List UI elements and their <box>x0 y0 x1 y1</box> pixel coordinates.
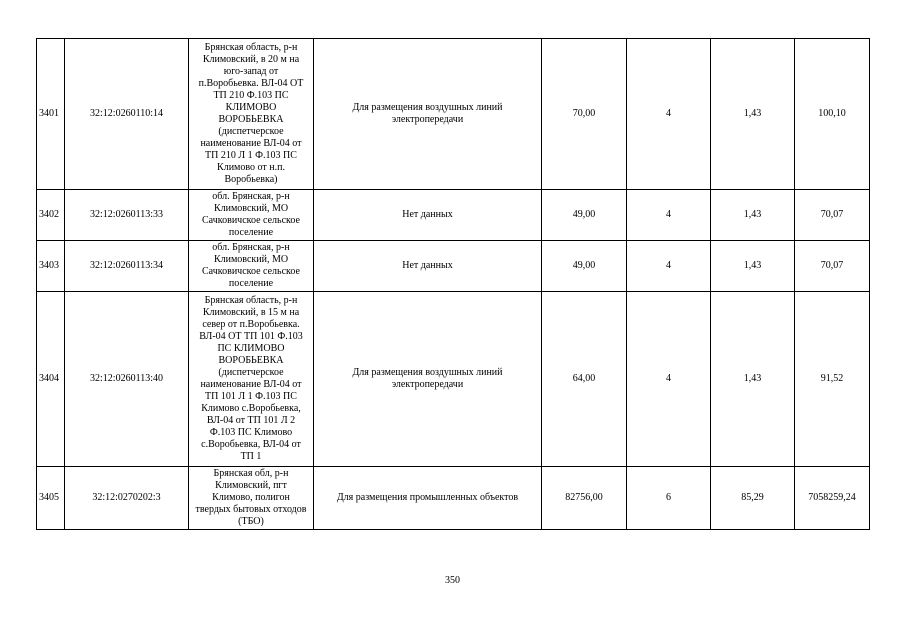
group: 4 <box>627 292 711 467</box>
cadastral-number: 32:12:0260110:14 <box>65 39 189 190</box>
row-number: 3401 <box>37 39 65 190</box>
cadastral-number: 32:12:0260113:34 <box>65 241 189 292</box>
value: 7058259,24 <box>795 467 870 530</box>
address: обл. Брянская, р-н Климовский, МО Сачковичское сельское поселение <box>189 241 314 292</box>
table-row <box>37 292 870 467</box>
table-row <box>37 39 870 190</box>
page-number: 350 <box>445 575 460 586</box>
address: Брянская область, р-н Климовский, в 15 м на север от п.Воробьевка. ВЛ-04 ОТ ТП 101 Ф.103 ПС КЛИМОВО ВОРОБЬЕВКА (диспетчерское наименование ВЛ-04 от ТП 101 Л 1 Ф.103 ПС Климово с.Воробьевка, ВЛ-04 от ТП 101 Л 2 Ф.103 ПС Климово с.Воробьевка, ВЛ-04 от ТП 1 <box>189 292 314 467</box>
area: 64,00 <box>542 292 627 467</box>
table-row <box>37 241 870 292</box>
cadastral-number: 32:12:0270202:3 <box>65 467 189 530</box>
table-row <box>37 467 870 530</box>
row-number: 3403 <box>37 241 65 292</box>
value: 70,07 <box>795 241 870 292</box>
group: 6 <box>627 467 711 530</box>
rate: 1,43 <box>711 190 795 241</box>
group: 4 <box>627 241 711 292</box>
rate: 85,29 <box>711 467 795 530</box>
area: 49,00 <box>542 190 627 241</box>
purpose: Для размещения промышленных объектов <box>314 467 542 530</box>
row-number: 3402 <box>37 190 65 241</box>
purpose: Нет данных <box>314 241 542 292</box>
area: 70,00 <box>542 39 627 190</box>
purpose: Нет данных <box>314 190 542 241</box>
group: 4 <box>627 39 711 190</box>
purpose: Для размещения воздушных линий электропередачи <box>314 292 542 467</box>
land-registry-table <box>36 38 870 530</box>
cadastral-number: 32:12:0260113:40 <box>65 292 189 467</box>
table-row <box>37 190 870 241</box>
row-number: 3405 <box>37 467 65 530</box>
rate: 1,43 <box>711 292 795 467</box>
group: 4 <box>627 190 711 241</box>
address: Брянская область, р-н Климовский, в 20 м на юго-запад от п.Воробьевка. ВЛ-04 ОТ ТП 210 Ф.103 ПС КЛИМОВО ВОРОБЬЕВКА (диспетчерское наименование ВЛ-04 от ТП 210 Л 1 Ф.103 ПС Климово от н.п. Воробьевка) <box>189 39 314 190</box>
value: 100,10 <box>795 39 870 190</box>
row-number: 3404 <box>37 292 65 467</box>
area: 49,00 <box>542 241 627 292</box>
value: 91,52 <box>795 292 870 467</box>
purpose: Для размещения воздушных линий электропередачи <box>314 39 542 190</box>
rate: 1,43 <box>711 241 795 292</box>
address: Брянская обл, р-н Климовский, пгт Климово, полигон твердых бытовых отходов (ТБО) <box>189 467 314 530</box>
rate: 1,43 <box>711 39 795 190</box>
address: обл. Брянская, р-н Климовский, МО Сачковичское сельское поселение <box>189 190 314 241</box>
value: 70,07 <box>795 190 870 241</box>
area: 82756,00 <box>542 467 627 530</box>
cadastral-number: 32:12:0260113:33 <box>65 190 189 241</box>
